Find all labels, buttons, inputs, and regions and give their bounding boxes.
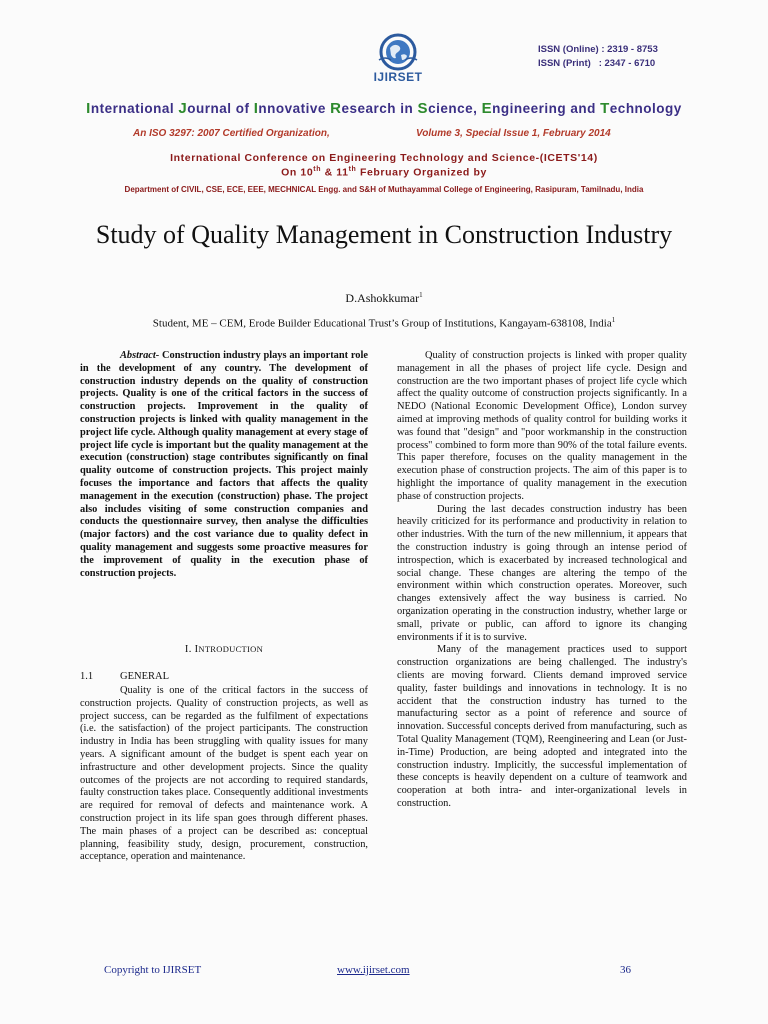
paper-title: Study of Quality Management in Construction Industry xyxy=(95,220,673,249)
page-number: 36 xyxy=(620,964,631,976)
logo-text: IJIRSET xyxy=(373,70,423,84)
paragraph: During the last decades construction industry has been heavily criticized for its performance and productivity in relation to other industries. With the turn of the new millennium, it appears that the construction industry is going through an intense period of introspection, which is exacerbated by increased technological and social change. These changes are altering the tempo of the environment within which construction operates. Moreover, such changes extensively affect the way business is carried. No organization operating in the construction industry, whether large or small, private or public, can afford to ignore its changing environments if it is to survive. xyxy=(397,503,687,643)
abstract-text: Construction industry plays an important role in the development of any country. The development of construction industry depends on the quality of construction projects. Quality is one of the critical factors in the success of construction projects. Improvement in the quality of construction projects is linked with quality management in the project life cycle. Although quality management at every stage of project life cycle is important but the quality management at the execution (construction) stage contributes significantly on final quality outcome of construction projects. This project mainly focuses the importance and factors that affects the quality management in the execution (construction) phase. The project also includes visiting of some construction companies and conducts the questionnaire survey, then analyse the difficulties (major factors) and the cost variance due to quality defect in quality management and suggests some proactive measures for the improvement of quality in the execution phase of construction projects. xyxy=(80,350,368,579)
abstract-label: Abstract- xyxy=(120,350,160,361)
journal-title: International Journal of Innovative Research in Science, Engineering and Technology xyxy=(86,100,682,117)
conference-name: International Conference on Engineering Technology and Science-(ICETS'14) xyxy=(170,152,598,164)
journal-logo xyxy=(370,30,426,88)
paragraph: Many of the management practices used to support construction organizations are being challenged. The industry's clients are moving forward. Clients demand improved service quality, faster buildings and innovations in technology. It is no accident that the construction industry has turned to the manufacturing sector as a point of reference and source of innovation. Successful concepts derived from manufacturing, such as Total Quality Management (TQM), Reengineering and Lean (or Just-in-Time) Production, are being adopted and integrated into the construction industry. Implicitly, the successful implementation of these concepts is heavily dependent on a culture of teamwork and cooperation at both intra- and inter-organizational levels in construction. xyxy=(397,644,687,809)
conference-date: On 10th & 11th February Organized by xyxy=(281,166,487,179)
author-affiliation: Student, ME – CEM, Erode Builder Educational Trust’s Group of Institutions, Kangayam-638108, India$^1$ xyxy=(152,316,616,330)
organizing-department: Department of CIVIL, CSE, ECE, EEE, MECHNICAL Engg. and S&H of Muthayammal College of Engineering, Rasipuram, Tamilnadu, India xyxy=(124,185,644,194)
author-name: D.Ashokkumar$^1$ xyxy=(345,291,423,305)
abstract xyxy=(80,350,368,580)
paragraph: Quality of construction projects is linked with proper quality management in all the phases of project life cycle. Design and construction are the two important phases of project life cycle which affect the quality outcome of construction projects significantly. In a NEDO (National Economic Development Office), London survey aimed at improving methods of quality control for building works it was found that "design" and "poor workmanship in the construction process" combined to form more than 90% of the total failure events. This paper therefore, focuses on the quality management in the execution phase of construction projects. The aim of this paper is to highlight the importance of quality management in the execution phase of construction projects. xyxy=(397,350,687,502)
issn-print: ISSN (Print) : 2347 - 6710 xyxy=(538,58,656,69)
section-heading-introduction: I. INTRODUCTION xyxy=(184,644,264,655)
footer-copyright: Copyright to IJIRSET xyxy=(104,964,202,976)
volume-issue: Volume 3, Special Issue 1, February 2014 xyxy=(416,128,611,139)
subsection-heading-general: 1.1 GENERAL xyxy=(80,671,169,682)
right-column-body xyxy=(397,350,687,811)
paragraph: Quality is one of the critical factors in the success of construction projects. Quality of construction projects, as well as project success, can be regarded as the fulfilment of expectations (i.e. the satisfaction) of the project participants. The construction industry in India has been struggling with quality issues for many years. A significant amount of the budget is spent each year on infrastructure and other development projects. Since the quality outcomes of the projects are not according to required standards, faulty construction takes place. Consequently additional investments are required for removal of defects and maintenance work. A construction project in its life span goes through different phases. The main phases of a project can be described as: conceptual planning, feasibility study, design, procurement, construction, acceptance, operation and maintenance. xyxy=(80,685,368,863)
introduction-body xyxy=(80,685,368,864)
globe-logo-icon xyxy=(370,30,426,74)
iso-certification: An ISO 3297: 2007 Certified Organization, xyxy=(133,128,330,139)
footer-website-link[interactable]: www.ijirset.com xyxy=(337,964,410,976)
issn-online: ISSN (Online) : 2319 - 8753 xyxy=(538,44,658,55)
